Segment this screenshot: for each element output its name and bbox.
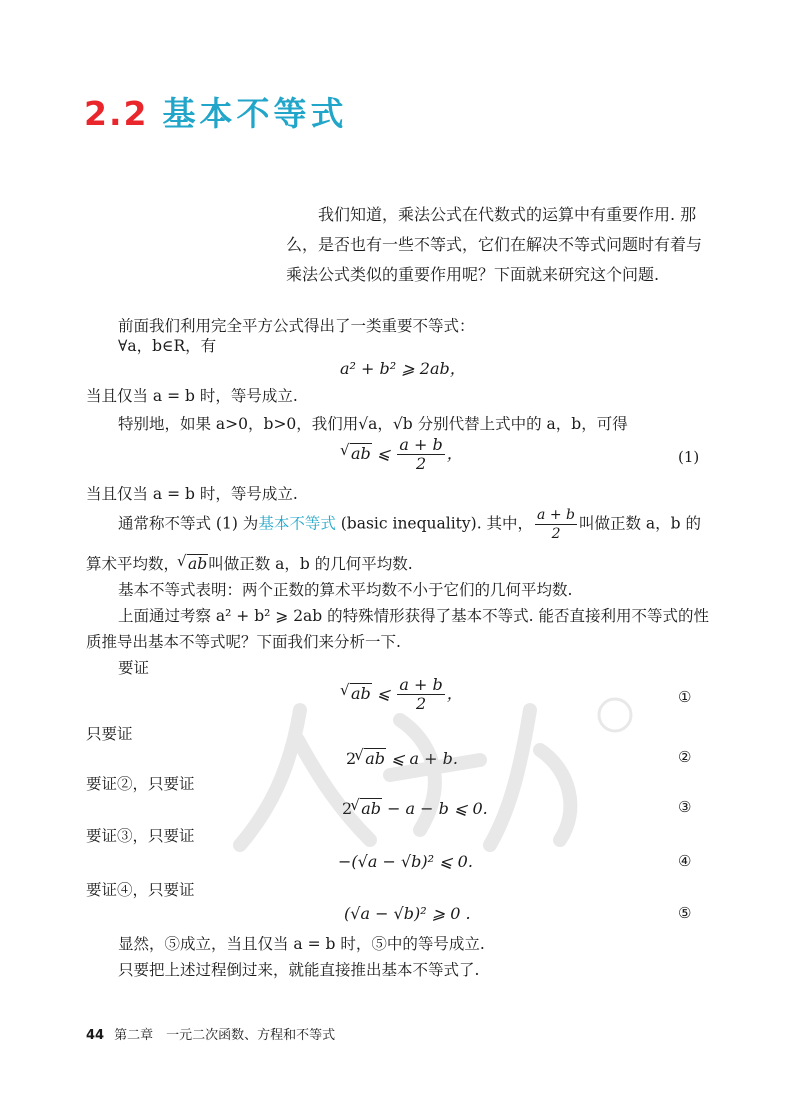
fraction-denominator: 2 bbox=[415, 454, 427, 473]
text-span: (basic inequality). 其中， bbox=[335, 514, 534, 533]
watermark-stroke bbox=[540, 750, 570, 840]
step-label: ⑤ bbox=[678, 904, 692, 922]
paragraph-line: 特别地，如果 a>0，b>0，我们用√a，√b 分别代替上式中的 a，b，可得 bbox=[118, 415, 628, 433]
fraction-numerator: a + b bbox=[399, 435, 443, 454]
watermark-stroke bbox=[298, 740, 370, 840]
coefficient: 2 bbox=[342, 799, 353, 818]
paragraph-line: 前面我们利用完全平方公式得出了一类重要不等式： bbox=[118, 317, 475, 335]
paragraph-line: 要证④，只要证 bbox=[86, 881, 195, 899]
fraction bbox=[535, 506, 577, 543]
relation: ⩽ bbox=[376, 444, 391, 463]
section-heading bbox=[84, 88, 347, 132]
fraction-denominator: 2 bbox=[415, 694, 427, 713]
sqrt-ab: √ ab bbox=[360, 798, 382, 818]
paragraph-line: 质推导出基本不等式呢？下面我们来分析一下. bbox=[86, 633, 401, 651]
watermark-stroke bbox=[490, 710, 530, 845]
publisher-watermark bbox=[230, 680, 650, 860]
watermark-stroke bbox=[390, 760, 480, 775]
sqrt-ab: √ ab bbox=[350, 443, 372, 463]
page-footer bbox=[86, 1024, 335, 1043]
section-title: 基本不等式 bbox=[162, 94, 348, 133]
step-4: −(√a − √b)² ⩽ 0. bbox=[338, 852, 473, 871]
paragraph-line: 显然，⑤成立，当且仅当 a = b 时，⑤中的等号成立. bbox=[118, 935, 485, 953]
equation-tail: ， bbox=[446, 444, 463, 463]
paragraph-line: 上面通过考察 a² + b² ⩾ 2ab 的特殊情形获得了基本不等式. 能否直接利用不等式的性 bbox=[118, 607, 710, 625]
text-span: 叫做正数 a，b 的 bbox=[579, 514, 702, 533]
step-label: ① bbox=[678, 688, 692, 706]
paragraph-line: 当且仅当 a = b 时，等号成立. bbox=[86, 387, 298, 405]
text-span: 算术平均数， bbox=[86, 555, 180, 573]
intro-text: 我们知道，乘法公式在代数式的运算中有重要作用. 那么，是否也有一些不等式，它们在解决不等式问题时有着与乘法公式类似的重要作用呢？下面就来研究这个问题. bbox=[286, 205, 703, 284]
page-number: 44 bbox=[86, 1028, 105, 1043]
paragraph-line: 基本不等式表明：两个正数的算术平均数不小于它们的几何平均数. bbox=[118, 581, 573, 599]
equation-rest: − a − b ⩽ 0. bbox=[387, 799, 488, 818]
step-label: ④ bbox=[678, 852, 692, 870]
equation-label: (1) bbox=[678, 448, 700, 466]
paragraph-line bbox=[86, 552, 413, 574]
text-span: 通常称不等式 (1) 为 bbox=[118, 514, 259, 533]
fraction-numerator: a + b bbox=[399, 675, 443, 694]
registered-mark bbox=[599, 699, 631, 731]
equation-a: a² + b² ⩾ 2ab， bbox=[340, 359, 466, 378]
sqrt-ab: √ ab bbox=[364, 748, 386, 768]
sqrt-ab: √ ab bbox=[350, 683, 372, 703]
equation-tail: ， bbox=[446, 684, 463, 703]
paragraph-line bbox=[118, 506, 701, 543]
key-term: 基本不等式 bbox=[258, 514, 336, 533]
paragraph-line: 只要把上述过程倒过来，就能直接推出基本不等式了. bbox=[118, 961, 480, 979]
paragraph-line: 要证②，只要证 bbox=[86, 775, 195, 793]
watermark-stroke bbox=[240, 710, 300, 845]
fraction-numerator: a + b bbox=[537, 507, 575, 523]
equation-1 bbox=[342, 436, 463, 473]
text-span: 叫做正数 a，b 的几何平均数. bbox=[208, 555, 413, 573]
step-label: ② bbox=[678, 748, 692, 766]
coefficient: 2 bbox=[346, 749, 357, 768]
paragraph-line: 要证③，只要证 bbox=[86, 827, 195, 845]
chapter-title: 第二章 一元二次函数、方程和不等式 bbox=[114, 1028, 336, 1043]
section-number: 2.2 bbox=[84, 94, 149, 133]
paragraph-line: 当且仅当 a = b 时，等号成立. bbox=[86, 485, 298, 503]
step-5: (√a − √b)² ⩾ 0 . bbox=[344, 904, 471, 923]
relation: ⩽ bbox=[376, 684, 391, 703]
fraction-denominator: 2 bbox=[551, 526, 561, 542]
paragraph-line: 只要证 bbox=[86, 725, 133, 743]
sqrt-ab: √ ab bbox=[187, 554, 208, 573]
equation-rest: ⩽ a + b. bbox=[391, 749, 458, 768]
paragraph-line: ∀a，b∈R，有 bbox=[118, 337, 217, 355]
paragraph-line: 要证 bbox=[118, 659, 150, 677]
step-label: ③ bbox=[678, 798, 692, 816]
fraction bbox=[397, 436, 444, 473]
intro-paragraph bbox=[286, 200, 716, 290]
